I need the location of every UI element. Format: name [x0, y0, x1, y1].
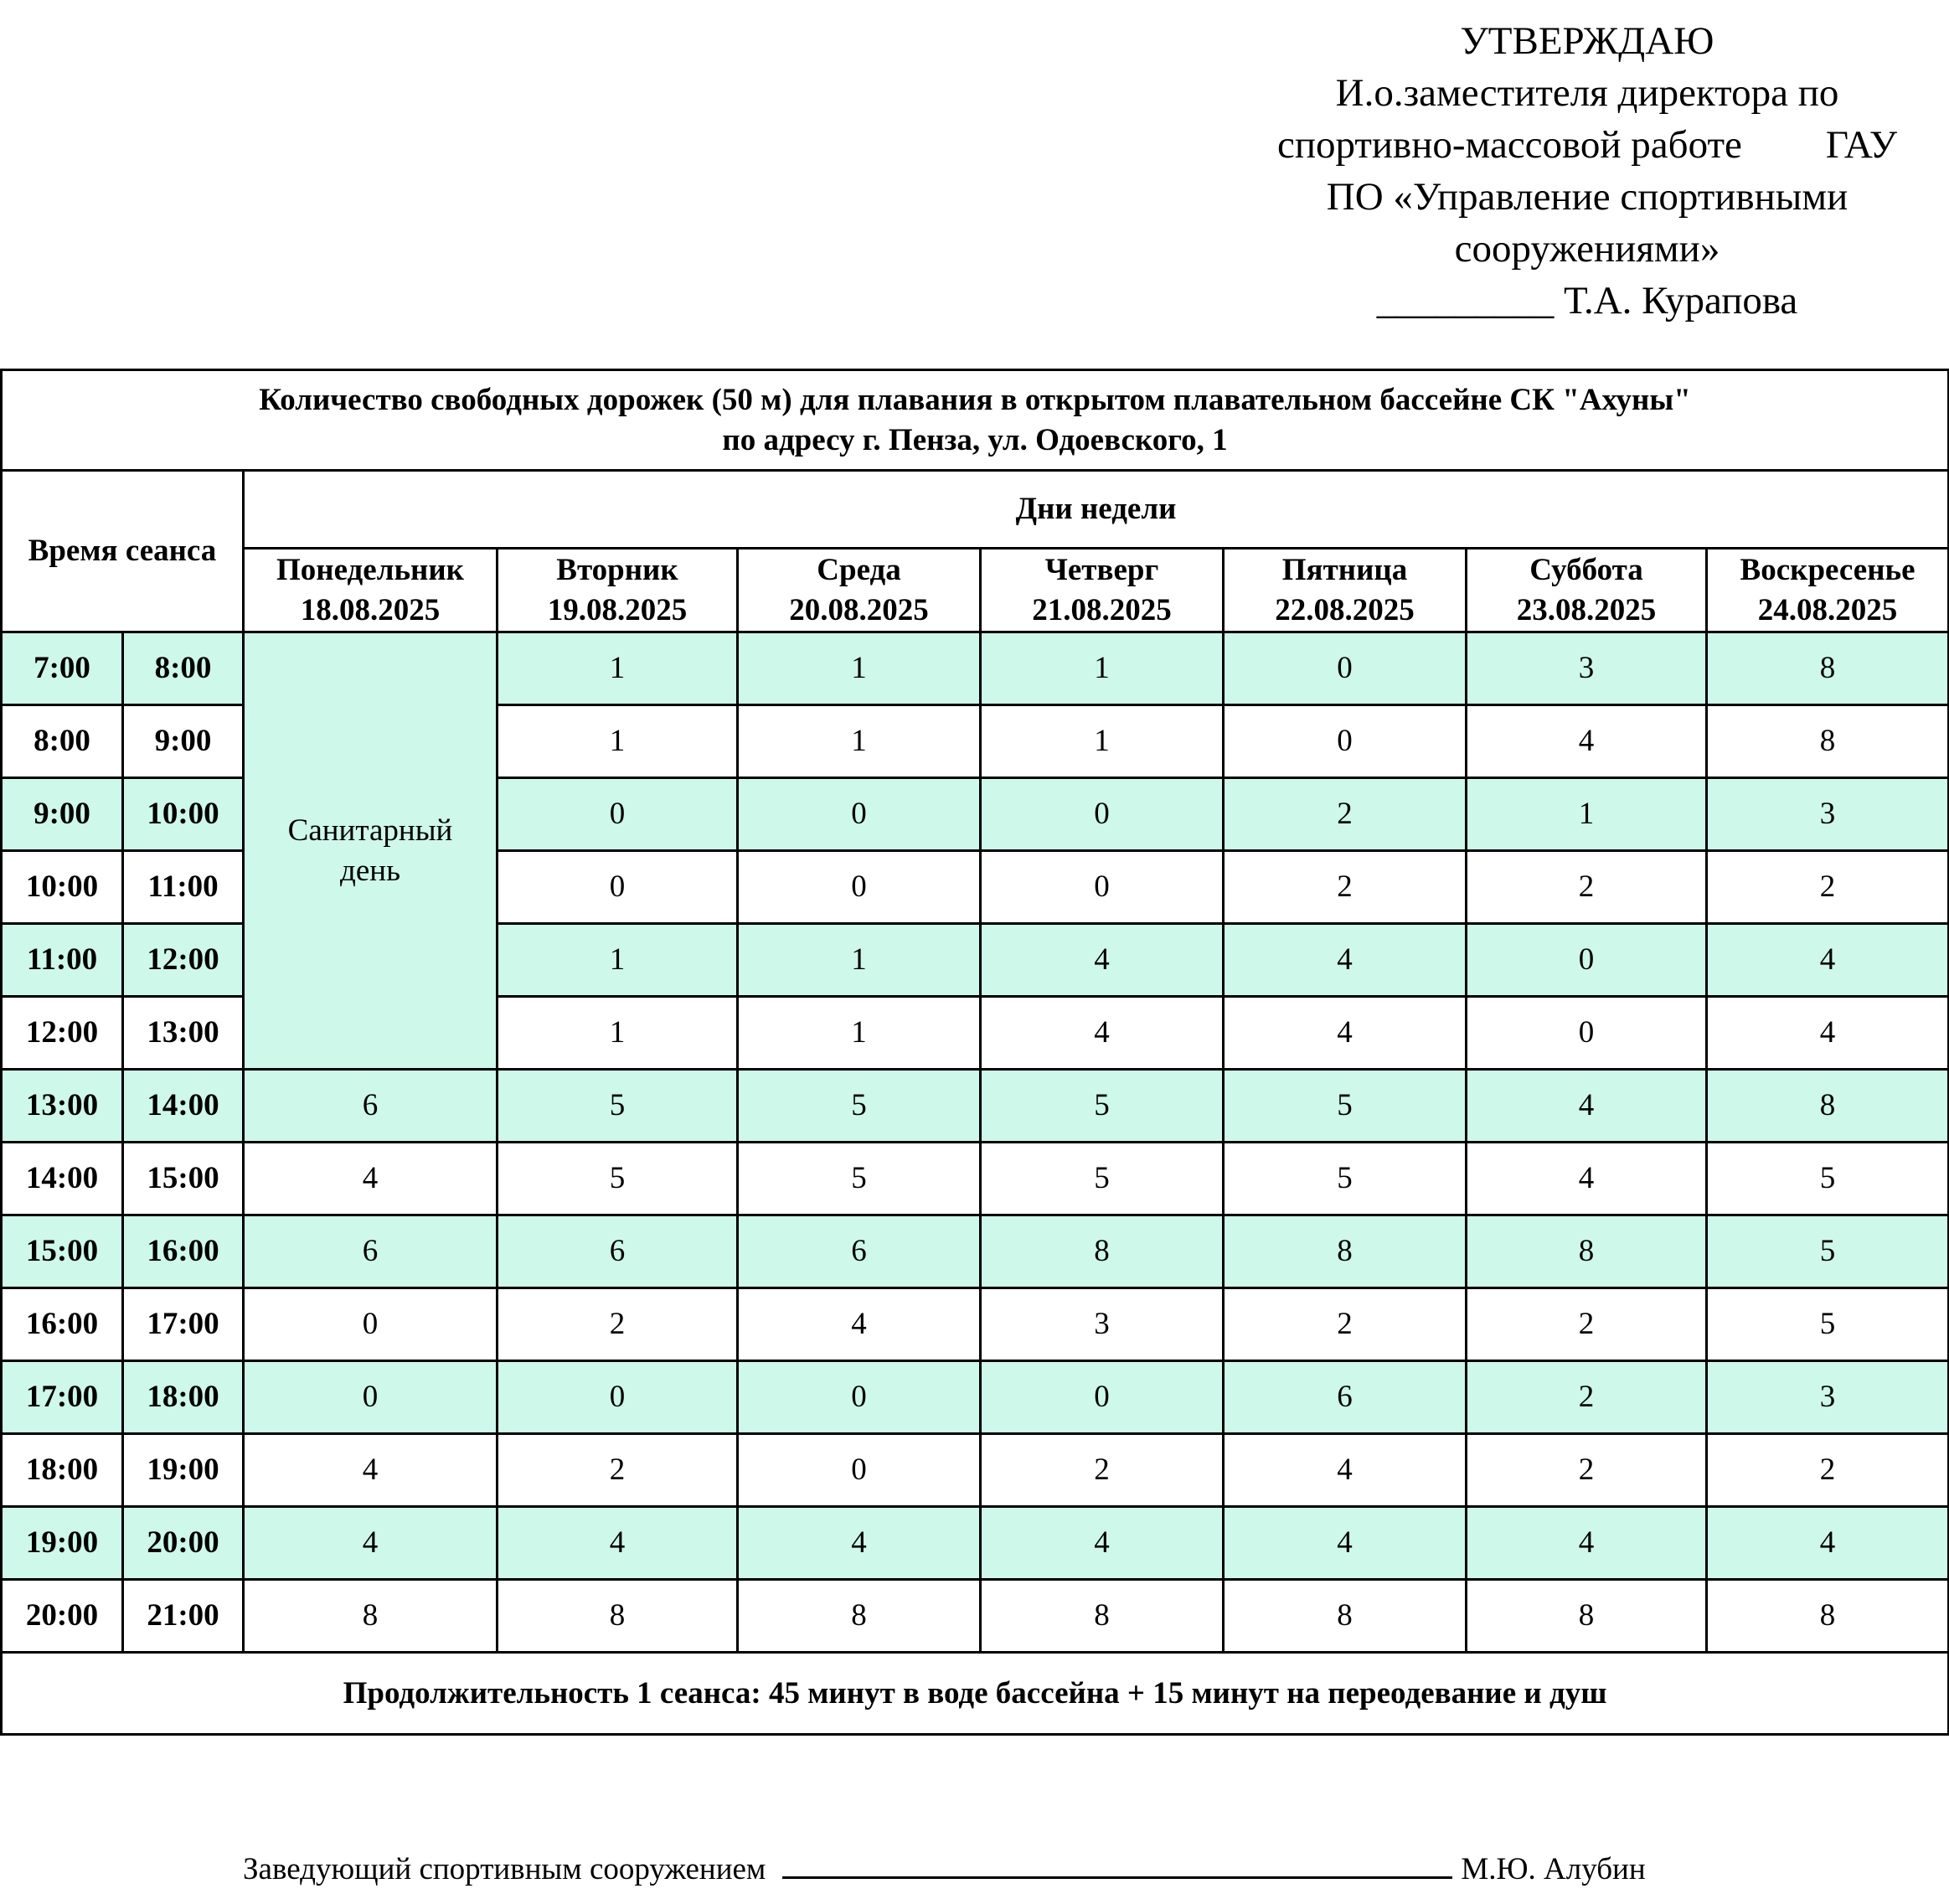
free-lanes-cell: 5 [1707, 1143, 1949, 1215]
session-end-time: 8:00 [123, 632, 244, 705]
free-lanes-cell: 0 [1467, 924, 1707, 997]
session-end-time: 18:00 [123, 1361, 244, 1434]
session-end-time: 21:00 [123, 1580, 244, 1653]
free-lanes-cell: 4 [498, 1507, 738, 1580]
free-lanes-cell: 2 [498, 1434, 738, 1507]
session-end-time: 13:00 [123, 997, 244, 1070]
table-row [2, 1580, 1949, 1653]
free-lanes-cell: 0 [1224, 705, 1467, 778]
free-lanes-cell: 0 [738, 778, 981, 851]
session-duration-note: Продолжительность 1 сеанса: 45 минут в воде бассейна + 15 минут на переодевание и душ [2, 1653, 1949, 1735]
free-lanes-cell: 1 [981, 632, 1224, 705]
signature-blank-line [782, 1851, 1452, 1879]
table-row [2, 1507, 1949, 1580]
day-header-1 [498, 549, 738, 632]
session-start-time: 11:00 [2, 924, 123, 997]
day-date: 22.08.2025 [1275, 592, 1415, 627]
day-header-6 [1707, 549, 1949, 632]
free-lanes-cell: 5 [981, 1143, 1224, 1215]
day-header-5 [1467, 549, 1707, 632]
day-header-0 [244, 549, 498, 632]
free-lanes-cell: 0 [498, 851, 738, 924]
approval-block [1223, 15, 1949, 327]
free-lanes-cell: 1 [738, 997, 981, 1070]
free-lanes-cell: 5 [498, 1070, 738, 1143]
free-lanes-cell: 5 [738, 1143, 981, 1215]
free-lanes-cell: 2 [1707, 851, 1949, 924]
table-title-line1: Количество свободных дорожек (50 м) для плавания в открытом плавательном бассейне СК "Ахуны" [259, 382, 1691, 417]
session-end-time: 9:00 [123, 705, 244, 778]
free-lanes-cell: 4 [738, 1507, 981, 1580]
session-start-time: 17:00 [2, 1361, 123, 1434]
approval-position-line2 [1223, 119, 1949, 171]
table-title [2, 370, 1949, 471]
day-name: Понедельник [276, 552, 464, 587]
free-lanes-cell: 0 [981, 851, 1224, 924]
session-start-time: 12:00 [2, 997, 123, 1070]
free-lanes-cell: 4 [1467, 1070, 1707, 1143]
session-start-time: 10:00 [2, 851, 123, 924]
free-lanes-cell: 2 [498, 1288, 738, 1361]
free-lanes-cell: 4 [981, 924, 1224, 997]
day-date: 19.08.2025 [547, 592, 688, 627]
day-date: 18.08.2025 [300, 592, 441, 627]
sanitary-day-label-line2: день [340, 853, 400, 888]
free-lanes-cell: 8 [1467, 1580, 1707, 1653]
table-title-line2: по адресу г. Пенза, ул. Одоевского, 1 [722, 422, 1228, 457]
free-lanes-cell: 6 [498, 1215, 738, 1288]
free-lanes-cell: 3 [1467, 632, 1707, 705]
free-lanes-cell: 0 [1467, 997, 1707, 1070]
session-end-time: 11:00 [123, 851, 244, 924]
free-lanes-cell: 6 [738, 1215, 981, 1288]
day-name: Вторник [556, 552, 678, 587]
approval-position-line2-text: спортивно-массовой работе [1276, 123, 1742, 167]
approval-org-line1: ПО «Управление спортивными [1326, 175, 1848, 219]
signature-name: М.Ю. Алубин [1461, 1852, 1646, 1886]
free-lanes-cell: 4 [1467, 1507, 1707, 1580]
free-lanes-cell: 6 [244, 1070, 498, 1143]
session-start-time: 14:00 [2, 1143, 123, 1215]
free-lanes-cell: 1 [498, 705, 738, 778]
free-lanes-cell: 1 [498, 632, 738, 705]
session-end-time: 10:00 [123, 778, 244, 851]
free-lanes-cell: 2 [1224, 1288, 1467, 1361]
free-lanes-cell: 1 [738, 632, 981, 705]
day-name: Воскресенье [1740, 552, 1915, 587]
approval-position-line1: И.о.заместителя директора по [1335, 71, 1839, 115]
free-lanes-cell: 0 [981, 778, 1224, 851]
sanitary-day-label-line1: Санитарный [287, 813, 453, 848]
day-header-4 [1224, 549, 1467, 632]
free-lanes-cell: 8 [738, 1580, 981, 1653]
free-lanes-cell: 8 [498, 1580, 738, 1653]
day-name: Четверг [1044, 552, 1159, 587]
free-lanes-cell: 4 [1707, 1507, 1949, 1580]
free-lanes-cell: 4 [244, 1143, 498, 1215]
table-row [2, 1215, 1949, 1288]
sanitary-day-cell [244, 632, 498, 1070]
free-lanes-cell: 8 [1707, 632, 1949, 705]
table-row [2, 632, 1949, 705]
session-start-time: 13:00 [2, 1070, 123, 1143]
signature-position: Заведующий спортивным сооружением [243, 1852, 766, 1886]
free-lanes-cell: 2 [1467, 1288, 1707, 1361]
free-lanes-cell: 1 [738, 705, 981, 778]
session-start-time: 7:00 [2, 632, 123, 705]
free-lanes-cell: 4 [1707, 997, 1949, 1070]
free-lanes-cell: 5 [1224, 1143, 1467, 1215]
free-lanes-cell: 8 [1467, 1215, 1707, 1288]
free-lanes-cell: 4 [738, 1288, 981, 1361]
day-date: 21.08.2025 [1032, 592, 1172, 627]
session-end-time: 20:00 [123, 1507, 244, 1580]
free-lanes-cell: 4 [1467, 705, 1707, 778]
free-lanes-cell: 0 [498, 778, 738, 851]
free-lanes-cell: 4 [1707, 924, 1949, 997]
free-lanes-cell: 2 [981, 1434, 1224, 1507]
free-lanes-cell: 1 [1467, 778, 1707, 851]
free-lanes-cell: 1 [738, 924, 981, 997]
free-lanes-cell: 8 [1707, 1580, 1949, 1653]
free-lanes-cell: 2 [1224, 851, 1467, 924]
table-row [2, 1361, 1949, 1434]
schedule-table [0, 369, 1949, 1736]
free-lanes-cell: 8 [1707, 1070, 1949, 1143]
free-lanes-cell: 0 [1224, 632, 1467, 705]
free-lanes-cell: 3 [1707, 1361, 1949, 1434]
free-lanes-cell: 1 [498, 997, 738, 1070]
session-start-time: 18:00 [2, 1434, 123, 1507]
day-date: 23.08.2025 [1516, 592, 1657, 627]
free-lanes-cell: 4 [244, 1507, 498, 1580]
day-header-2 [738, 549, 981, 632]
table-row [2, 1143, 1949, 1215]
free-lanes-cell: 8 [1224, 1215, 1467, 1288]
session-start-time: 20:00 [2, 1580, 123, 1653]
free-lanes-cell: 5 [498, 1143, 738, 1215]
free-lanes-cell: 4 [1467, 1143, 1707, 1215]
session-end-time: 19:00 [123, 1434, 244, 1507]
free-lanes-cell: 6 [1224, 1361, 1467, 1434]
signature-block [243, 1851, 1646, 1887]
session-end-time: 12:00 [123, 924, 244, 997]
free-lanes-cell: 8 [981, 1215, 1224, 1288]
approval-heading: УТВЕРЖДАЮ [1460, 19, 1714, 63]
free-lanes-cell: 4 [1224, 1434, 1467, 1507]
free-lanes-cell: 0 [738, 1434, 981, 1507]
free-lanes-cell: 4 [981, 997, 1224, 1070]
session-time-header: Время сеанса [2, 471, 244, 632]
session-start-time: 9:00 [2, 778, 123, 851]
free-lanes-cell: 8 [1707, 705, 1949, 778]
session-start-time: 8:00 [2, 705, 123, 778]
session-start-time: 19:00 [2, 1507, 123, 1580]
free-lanes-cell: 1 [498, 924, 738, 997]
free-lanes-cell: 4 [1224, 997, 1467, 1070]
free-lanes-cell: 3 [981, 1288, 1224, 1361]
free-lanes-cell: 0 [498, 1361, 738, 1434]
free-lanes-cell: 4 [1224, 924, 1467, 997]
free-lanes-cell: 4 [244, 1434, 498, 1507]
free-lanes-cell: 2 [1467, 1434, 1707, 1507]
free-lanes-cell: 5 [981, 1070, 1224, 1143]
free-lanes-cell: 3 [1707, 778, 1949, 851]
table-row [2, 1288, 1949, 1361]
free-lanes-cell: 0 [738, 1361, 981, 1434]
days-header: Дни недели [244, 471, 1949, 549]
day-name: Среда [817, 552, 901, 587]
session-start-time: 15:00 [2, 1215, 123, 1288]
session-end-time: 17:00 [123, 1288, 244, 1361]
free-lanes-cell: 2 [1224, 778, 1467, 851]
free-lanes-cell: 4 [1224, 1507, 1467, 1580]
day-date: 24.08.2025 [1757, 592, 1898, 627]
free-lanes-cell: 5 [1224, 1070, 1467, 1143]
approval-org-line2: сооружениями» [1454, 227, 1720, 271]
table-row [2, 1434, 1949, 1507]
approval-org-abbr: ГАУ [1825, 123, 1898, 167]
free-lanes-cell: 0 [981, 1361, 1224, 1434]
free-lanes-cell: 4 [981, 1507, 1224, 1580]
day-name: Суббота [1529, 552, 1643, 587]
free-lanes-cell: 8 [981, 1580, 1224, 1653]
free-lanes-cell: 2 [1467, 1361, 1707, 1434]
day-header-3 [981, 549, 1224, 632]
free-lanes-cell: 6 [244, 1215, 498, 1288]
approval-signature-line: _________ Т.А. Курапова [1376, 279, 1798, 322]
free-lanes-cell: 0 [244, 1288, 498, 1361]
session-end-time: 16:00 [123, 1215, 244, 1288]
session-end-time: 14:00 [123, 1070, 244, 1143]
free-lanes-cell: 8 [244, 1580, 498, 1653]
table-row [2, 1070, 1949, 1143]
free-lanes-cell: 2 [1707, 1434, 1949, 1507]
free-lanes-cell: 1 [981, 705, 1224, 778]
day-date: 20.08.2025 [789, 592, 929, 627]
free-lanes-cell: 5 [738, 1070, 981, 1143]
session-end-time: 15:00 [123, 1143, 244, 1215]
free-lanes-cell: 2 [1467, 851, 1707, 924]
free-lanes-cell: 5 [1707, 1288, 1949, 1361]
session-start-time: 16:00 [2, 1288, 123, 1361]
free-lanes-cell: 0 [244, 1361, 498, 1434]
free-lanes-cell: 5 [1707, 1215, 1949, 1288]
free-lanes-cell: 8 [1224, 1580, 1467, 1653]
free-lanes-cell: 0 [738, 851, 981, 924]
day-name: Пятница [1281, 552, 1408, 587]
